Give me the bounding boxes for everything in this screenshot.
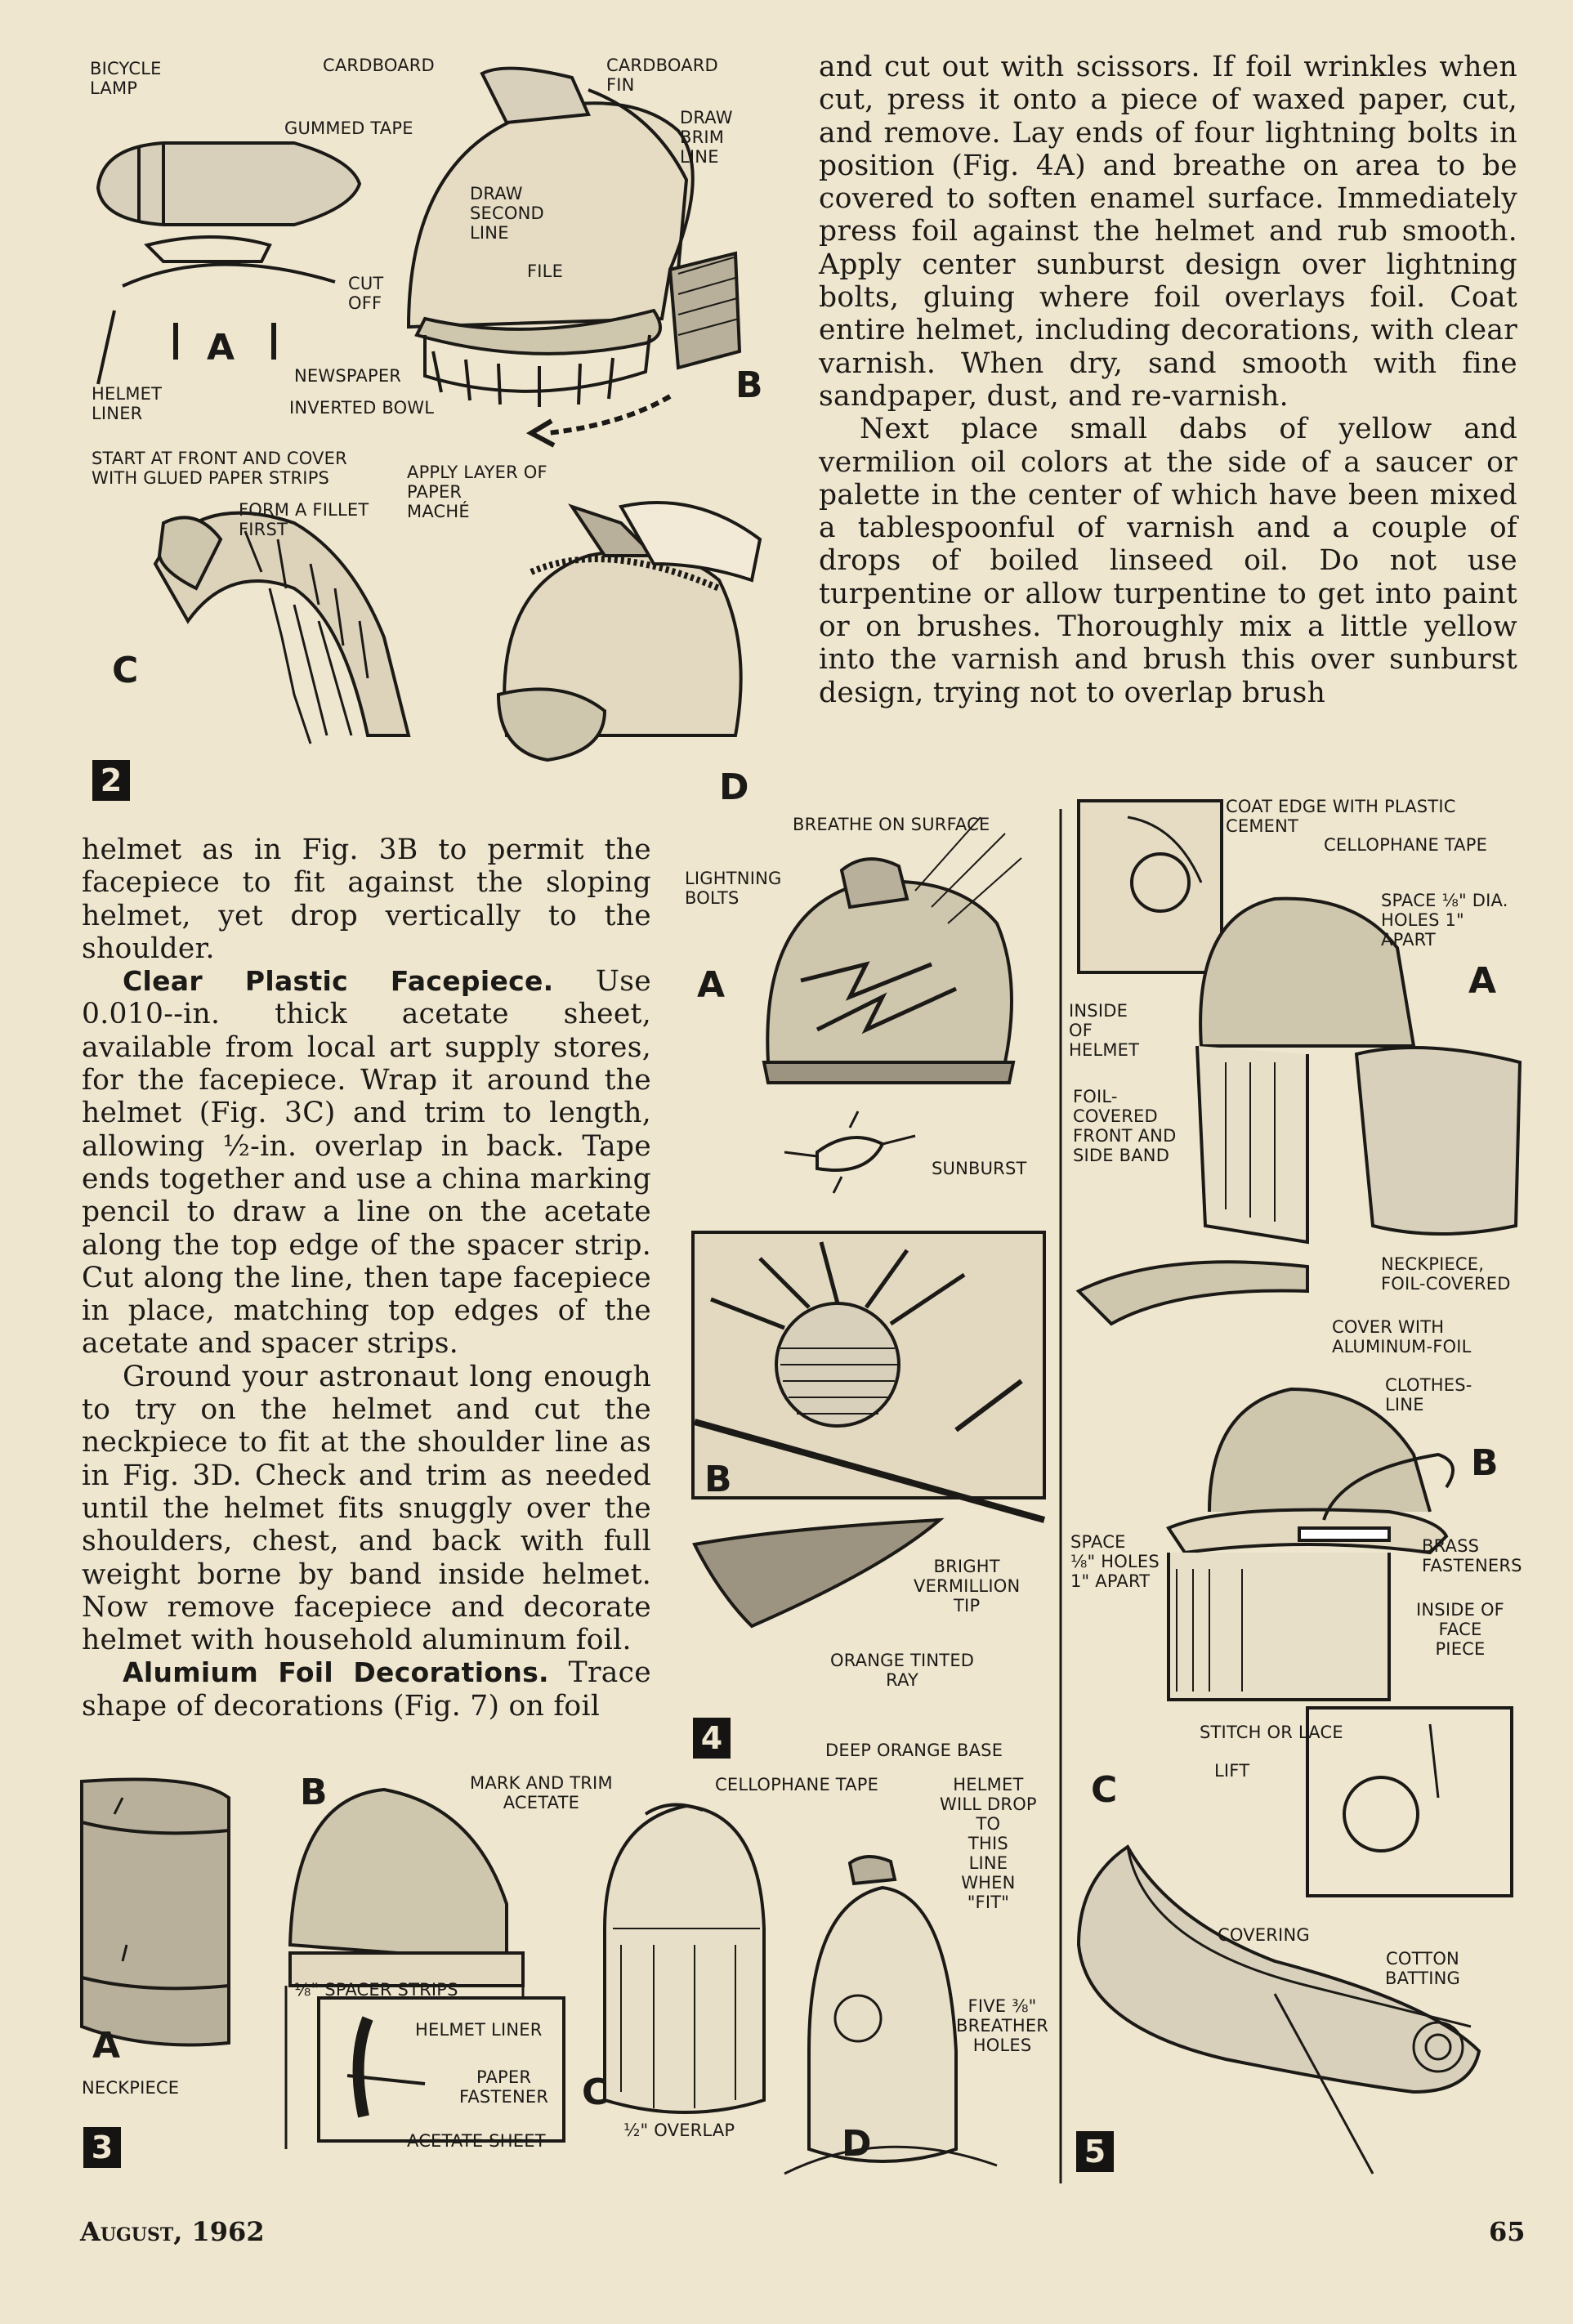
figure-letter: B (300, 1772, 328, 1813)
paragraph-body: Use 0.010--in. thick acetate sheet, available from local art supply stores, for the facepiece. Wrap it around the helmet (Fig. 3C) and trim to length, allowing ½-in. overlap in back. Tape ends together and use a china marking pencil to draw a line on the acetate along the top edge of the spacer strip. Cut along the line, then tape facepiece in place, matching top edges of the acetate and spacer strips. (82, 965, 651, 1361)
fig3c-acetate-wrap-drawing (605, 1805, 764, 2112)
label: HELMET WILL DROP TO THIS LINE WHEN "FIT" (940, 1775, 1037, 1912)
fig5b-helmet-band-drawing (1169, 1389, 1453, 1700)
label: STITCH OR LACE (1200, 1723, 1343, 1742)
label: LIFT (1214, 1761, 1250, 1781)
label: GUMMED TAPE (284, 118, 413, 138)
fig2c-paper-strips-drawing (155, 513, 409, 744)
label: SUNBURST (932, 1159, 1027, 1178)
label: CELLOPHANE TAPE (715, 1775, 879, 1794)
figure-letter: B (1471, 1442, 1499, 1484)
figure-letter: C (112, 650, 139, 691)
label: CLOTHES- LINE (1385, 1375, 1472, 1415)
section-heading: Alumium Foil Decorations. (123, 1656, 549, 1689)
paragraph (82, 965, 651, 1361)
figure-letter: A (697, 964, 726, 1006)
label: CARDBOARD FIN (606, 56, 718, 95)
label: LIGHTNING BOLTS (685, 869, 782, 908)
label: INVERTED BOWL (289, 398, 435, 418)
label: FILE (527, 261, 564, 281)
footer-date: August, 1962 (80, 2216, 265, 2247)
fig3a-neckpiece-drawing (82, 1780, 229, 2045)
label: ⅛" SPACER STRIPS (294, 1980, 458, 2000)
label: DRAW SECOND LINE (470, 184, 544, 243)
paragraph (82, 1656, 651, 1723)
figure-letter: A (92, 2025, 121, 2067)
figure-number: 4 (693, 1718, 731, 1759)
label: BREATHE ON SURFACE (793, 815, 990, 834)
label: FOIL- COVERED FRONT AND SIDE BAND (1073, 1087, 1177, 1165)
label: FORM A FILLET FIRST (239, 500, 369, 539)
label: APPLY LAYER OF PAPER MACHÉ (407, 463, 547, 521)
figure-letter: A (1468, 960, 1497, 1002)
label: CARDBOARD (323, 56, 435, 75)
label: DEEP ORANGE BASE (825, 1741, 1003, 1760)
paragraph: and cut out with scissors. If foil wrinkles when cut, press it onto a piece of waxed paper, cut, and remove. Lay ends of four lightning bolts in position (Fig. 4A) and breathe on area to be covered to soften enamel surface. Immediately press foil against the helmet and rub smooth. Apply center sunburst design over lightning bolts, gluing where foil overlays foil. Coat entire helmet, including decorations, with clear varnish. When dry, sand smooth with fine sandpaper, dust, and re-varnish. (819, 51, 1517, 413)
label: COAT EDGE WITH PLASTIC CEMENT (1226, 797, 1456, 836)
label: MARK AND TRIM ACETATE (470, 1773, 613, 1812)
label: INSIDE OF FACE PIECE (1416, 1600, 1504, 1659)
label: NECKPIECE, FOIL-COVERED (1381, 1254, 1511, 1294)
label: COTTON BATTING (1385, 1949, 1461, 1988)
label: NEWSPAPER (294, 366, 402, 386)
label: ACETATE SHEET (407, 2131, 546, 2151)
paragraph: Ground your astronaut long enough to try on the helmet and cut the neckpiece to fit at the shoulder line as in Fig. 3D. Check and trim as needed until the helmet fits snuggly over the shoulders, chest, and back with full weight borne by band inside helmet. Now remove facepiece and decorate helmet with household aluminum foil. (82, 1360, 651, 1657)
label: SPACE ⅛" HOLES 1" APART (1070, 1532, 1160, 1591)
figure-number: 2 (92, 760, 130, 801)
section-heading: Clear Plastic Facepiece. (123, 965, 554, 998)
label: SPACE ⅛" DIA. HOLES 1" APART (1381, 891, 1508, 950)
label: ½" OVERLAP (623, 2121, 735, 2140)
label: CUT OFF (348, 274, 384, 313)
paragraph: Next place small dabs of yellow and vermilion oil colors at the side of a saucer or palette in the center of which have been mixed a tablespoonful of varnish and a couple of drops of boiled linseed oil. Do not use turpentine or allow turpentine to get into paint or on brushes. Thoroughly mix a little yellow into the varnish and brush this over sunburst design, trying not to overlap brush (819, 413, 1517, 709)
label: PAPER FASTENER (459, 2067, 549, 2107)
left-column (82, 834, 651, 1723)
fig5a-helmet-facepiece-drawing (1079, 801, 1520, 1324)
figure-letter: D (719, 766, 749, 808)
label: NECKPIECE (82, 2078, 180, 2098)
figure-letter: B (735, 364, 763, 406)
figure-letter: A (207, 327, 235, 369)
label: BRIGHT VERMILLION TIP (914, 1557, 1021, 1616)
label: DRAW BRIM LINE (680, 108, 733, 167)
label: FIVE ⅜" BREATHER HOLES (956, 1996, 1049, 2055)
label: HELMET LINER (415, 2020, 543, 2040)
figure-letter: C (1091, 1769, 1118, 1811)
fig2d-paper-mache-drawing (498, 503, 760, 760)
figure-number: 5 (1076, 2131, 1114, 2172)
label: CELLOPHANE TAPE (1324, 835, 1488, 855)
paragraph: helmet as in Fig. 3B to permit the facepiece to fit against the sloping helmet, yet drop vertically to the shoulder. (82, 834, 651, 965)
label: START AT FRONT AND COVER WITH GLUED PAPER STRIPS (92, 449, 347, 488)
label: INSIDE OF HELMET (1069, 1001, 1140, 1060)
label: BICYCLE LAMP (90, 59, 162, 98)
figure-letter: D (842, 2123, 872, 2165)
paragraph-body: Trace shape of decorations (Fig. 7) on foil (82, 1656, 651, 1723)
right-column-top (819, 51, 1517, 709)
fig4a-helmet-lightning-drawing (764, 817, 1021, 1193)
label: HELMET LINER (92, 384, 163, 423)
page-number: 65 (1489, 2216, 1526, 2247)
figure-letter: B (704, 1459, 732, 1500)
label: COVER WITH ALUMINUM-FOIL (1332, 1317, 1472, 1356)
label: COVERING (1218, 1925, 1310, 1945)
label: ORANGE TINTED RAY (830, 1651, 975, 1690)
label: BRASS FASTENERS (1422, 1536, 1522, 1575)
figure-number: 3 (83, 2127, 121, 2168)
figure-letter: C (582, 2071, 609, 2113)
